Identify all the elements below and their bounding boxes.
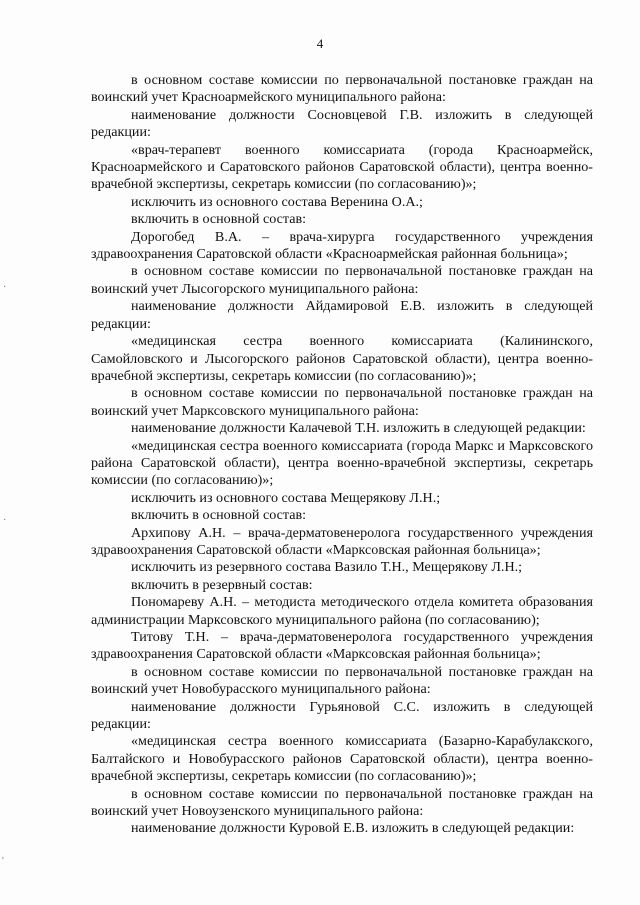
paragraph: наименование должности Гурьяновой С.С. изложить в следующей редакции:	[91, 698, 593, 733]
paragraph: включить в основной состав:	[131, 211, 307, 228]
paragraph: «медицинская сестра военного комиссариата (Базарно-Карабулакского, Балтайского и Новобурасского районов Саратовской области), центра военно-врачебной экспертизы, секретарь комиссии (по согласованию)»;	[91, 733, 593, 785]
scan-artifact: '	[2, 856, 4, 867]
scan-artifact: ·	[3, 282, 7, 293]
scan-artifact: ·	[3, 515, 7, 526]
paragraph: «медицинская сестра военного комиссариата (Калининского, Самойловского и Лысогорского районов Саратовской области), центра военно-врачебной экспертизы, секретарь комиссии (по согласованию)»;	[91, 333, 593, 384]
paragraph: наименование должности Айдамировой Е.В. изложить в следующей редакции:	[91, 298, 593, 332]
document-body	[91, 72, 593, 838]
paragraph: наименование должности Сосновцевой Г.В. изложить в следующей редакции:	[91, 106, 593, 141]
paragraph: в основном составе комиссии по первоначальной постановке граждан на воинский учет Марксовского муниципального района:	[91, 385, 593, 419]
paragraph: включить в резервный состав:	[131, 576, 313, 593]
paragraph: в основном составе комиссии по первоначальной постановке граждан на воинский учет Лысогорского муниципального района:	[91, 263, 593, 297]
paragraph: Титову Т.Н. – врача-дерматовенеролога государственного учреждения здравоохранения Саратовской области «Марксовская районная больница»;	[91, 629, 593, 663]
paragraph: Дорогобед В.А. – врача-хирурга государственного учреждения здравоохранения Саратовской области «Красноармейская районная больница»;	[91, 228, 593, 263]
paragraph: в основном составе комиссии по первоначальной постановке граждан на воинский учет Красноармейского муниципального района:	[91, 72, 593, 106]
paragraph: в основном составе комиссии по первоначальной постановке граждан на воинский учет Новоузенского муниципального района:	[91, 785, 593, 820]
paragraph: «врач-терапевт военного комиссариата (города Красноармейск, Красноармейского и Саратовского районов Саратовской области), центра военно-врачебной экспертизы, секретарь комиссии (по согласованию)»;	[91, 141, 593, 193]
paragraph: Пономареву А.Н. – методиста методического отдела комитета образования администрации Марксовского муниципального района (по согласованию);	[91, 594, 593, 628]
paragraph: включить в основной состав:	[131, 507, 307, 524]
paragraph: исключить из основного состава Мещерякову Л.Н.;	[131, 489, 441, 506]
paragraph: в основном составе комиссии по первоначальной постановке граждан на воинский учет Новобурасского муниципального района:	[91, 663, 593, 698]
paragraph: исключить из основного состава Веренина О.А.;	[131, 193, 423, 210]
paragraph: наименование должности Калачевой Т.Н. изложить в следующей редакции:	[131, 420, 586, 437]
paragraph: «медицинская сестра военного комиссариата (города Маркс и Марксовского района Саратовской области), центра военно-врачебной экспертизы, секретарь комиссии (по согласованию)»;	[91, 437, 593, 489]
page-number: 4	[316, 36, 324, 51]
paragraph: наименование должности Куровой Е.В. изложить в следующей редакции:	[131, 820, 575, 837]
paragraph: Архипову А.Н. – врача-дерматовенеролога государственного учреждения здравоохранения Саратовской области «Марксовская районная больница»;	[91, 524, 593, 558]
paragraph: исключить из резервного состава Вазило Т.Н., Мещерякову Л.Н.;	[131, 559, 523, 576]
